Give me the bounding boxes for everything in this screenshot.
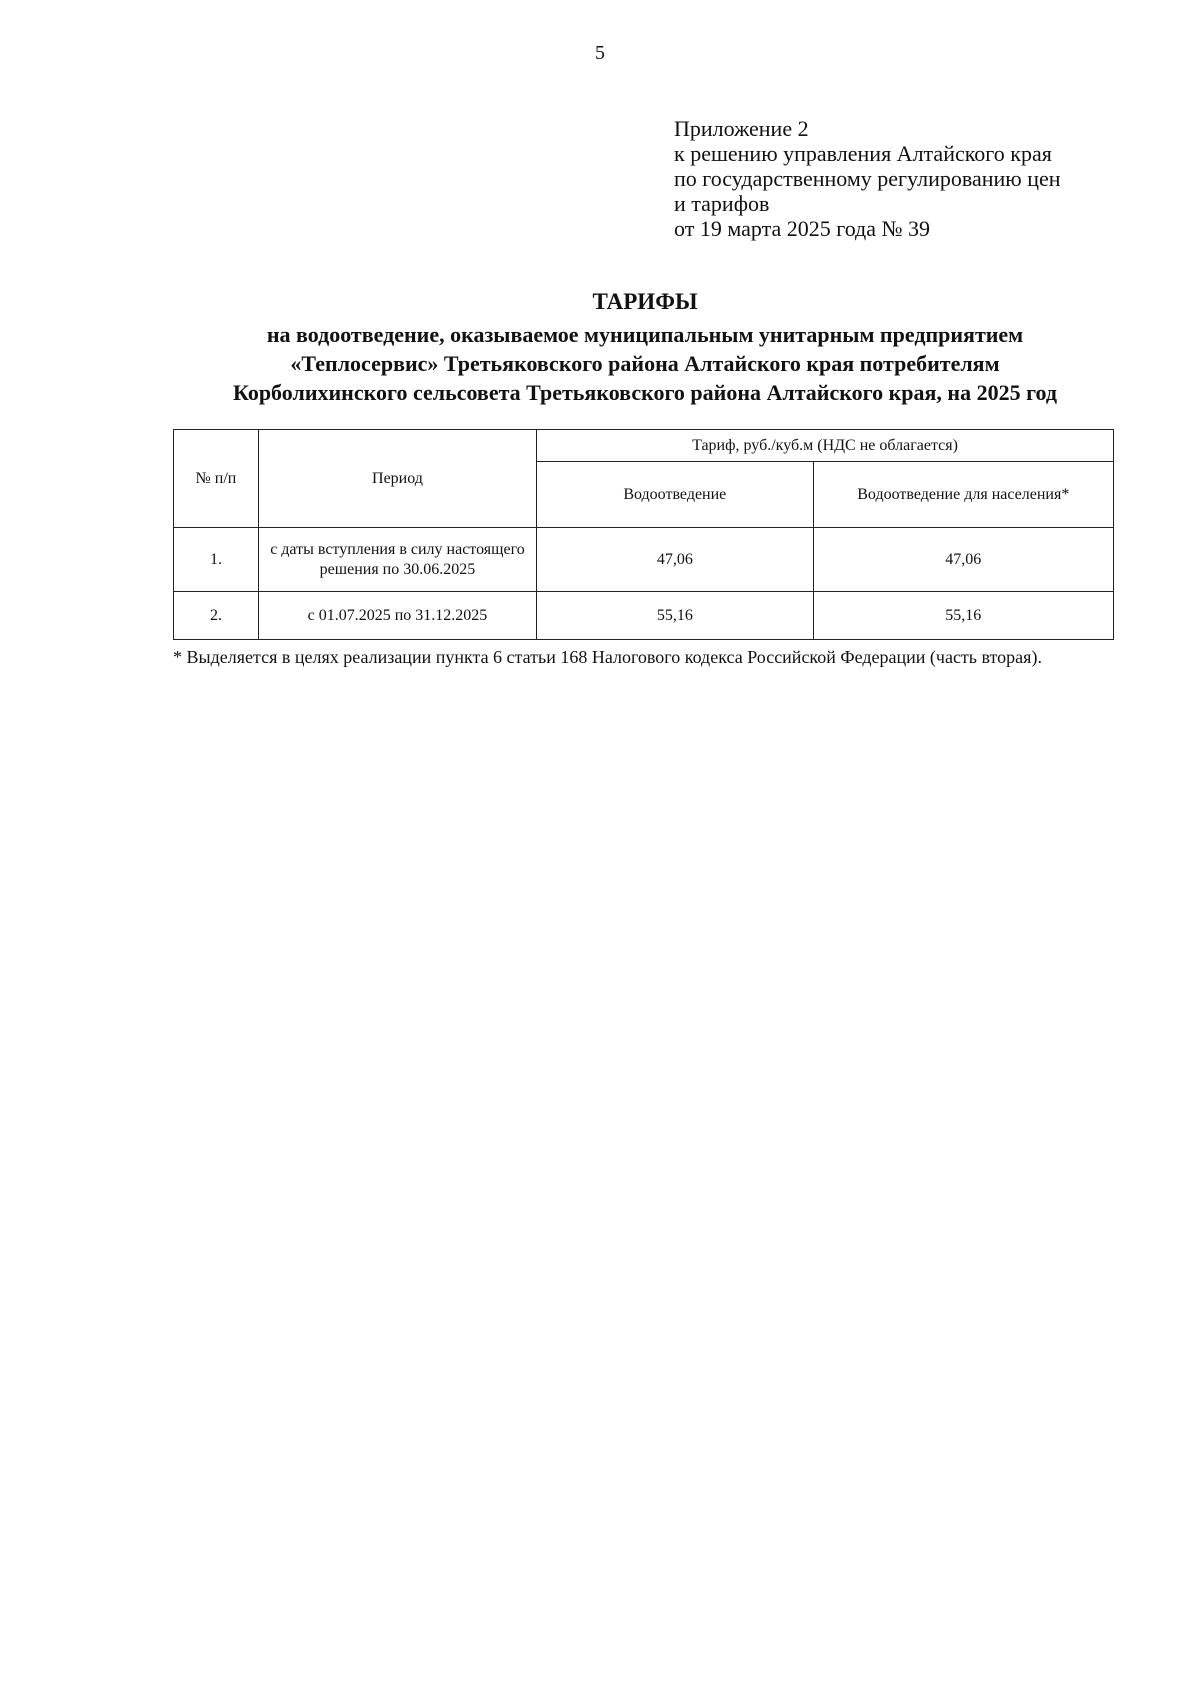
heading-subtitle-line: Корболихинского сельсовета Третьяковского района Алтайского края, на 2025 год (232, 380, 1058, 405)
appendix-line: к решению управления Алтайского края (674, 141, 1052, 166)
header-period: Период (258, 430, 536, 528)
table-row (174, 592, 1114, 640)
cell-number: 2. (174, 592, 259, 640)
header-drainage-population: Водоотведение для населения* (813, 462, 1113, 528)
appendix-line: по государственному регулированию цен (674, 166, 1061, 191)
header-tariff-group: Тариф, руб./куб.м (НДС не облагается) (537, 430, 1114, 462)
cell-drainage: 47,06 (537, 528, 814, 592)
cell-drainage: 55,16 (537, 592, 814, 640)
footnote: * Выделяется в целях реализации пункта 6 статьи 168 Налогового кодекса Российской Федерации (часть вторая). (173, 647, 1042, 667)
cell-period: с 01.07.2025 по 31.12.2025 (258, 592, 536, 640)
heading-subtitle-line: на водоотведение, оказываемое муниципальным унитарным предприятием (266, 322, 1024, 347)
cell-period: с даты вступления в силу настоящего решения по 30.06.2025 (258, 528, 536, 592)
tariff-table (173, 429, 1114, 640)
page-number: 5 (595, 42, 605, 64)
heading-title: ТАРИФЫ (592, 289, 698, 314)
cell-number: 1. (174, 528, 259, 592)
header-number: № п/п (174, 430, 259, 528)
appendix-line: Приложение 2 (674, 116, 809, 141)
appendix-line: от 19 марта 2025 года № 39 (674, 216, 931, 241)
cell-drainage-population: 55,16 (813, 592, 1113, 640)
table-row (174, 528, 1114, 592)
header-drainage: Водоотведение (537, 462, 814, 528)
heading-subtitle-line: «Теплосервис» Третьяковского района Алтайского края потребителям (290, 351, 1000, 376)
table-header-row (174, 430, 1114, 462)
appendix-block (674, 116, 1061, 241)
document-heading (130, 288, 1160, 407)
cell-drainage-population: 47,06 (813, 528, 1113, 592)
appendix-line: и тарифов (674, 191, 770, 216)
